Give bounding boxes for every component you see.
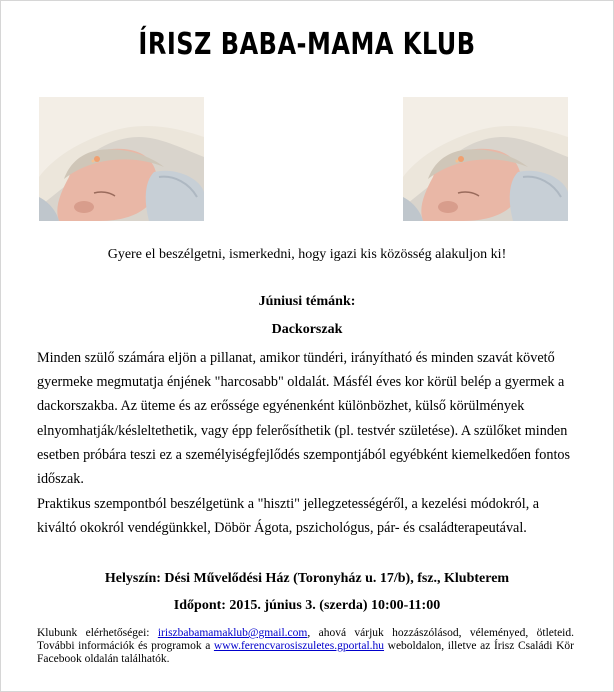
event-time: Időpont: 2015. június 3. (szerda) 10:00-11:00	[173, 598, 441, 613]
theme-heading: Júniusi témánk:	[258, 294, 356, 309]
baby-photo-left	[39, 97, 204, 221]
page-title: ÍRISZ BABA-MAMA KLUB	[138, 26, 476, 62]
footer-text-2: , ahová várjuk hozzászólásod, véleményed, ötleteid. További információk és programok a	[37, 627, 574, 652]
contact-footer	[37, 627, 574, 666]
intro-text: Gyere el beszélgetni, ismerkedni, hogy igazi kis közösség alakuljon ki!	[107, 247, 507, 262]
website-link[interactable]: www.ferencvarosiszuletes.gportal.hu	[213, 640, 385, 652]
email-link[interactable]: iriszbabamamaklub@gmail.com	[157, 627, 308, 639]
baby-photo-right	[403, 97, 568, 221]
event-location: Helyszín: Dési Művelődési Ház (Toronyház u. 17/b), fsz., Klubterem	[104, 571, 510, 586]
body-paragraph-2: Praktikus szempontból beszélgetünk a "hiszti" jellegzetességéről, a kezelési módokról, a kiváltó okokról vendégünkkel, Döbör Ágota, pszichológus, pár- és családterapeutával.	[37, 496, 540, 537]
footer-text-3: weboldalon, illetve az Írisz Családi Kör Facebook oldalán találhatók.	[37, 640, 574, 665]
footer-text-1: Klubunk elérhetőségei:	[37, 627, 158, 639]
body-paragraph-1: Minden szülő számára eljön a pillanat, amikor tündéri, irányítható és minden szavát követő gyermeke megmutatja énjének "harcosabb" oldalát. Másfél éves kor körül belép a gyermek a dackorszakba. Az üteme és az erőssége egyénenként különbözhet, külső körülmények elnyomhatják/késleltethetik, vagy épp felerősíthetik (pl. testvér születése). A szülőket minden esetben próbára teszi ez a személyiségfejlődés szempontjából egyébként kiemelkedően fontos időszak.	[37, 350, 571, 488]
theme-topic: Dackorszak	[271, 322, 343, 337]
